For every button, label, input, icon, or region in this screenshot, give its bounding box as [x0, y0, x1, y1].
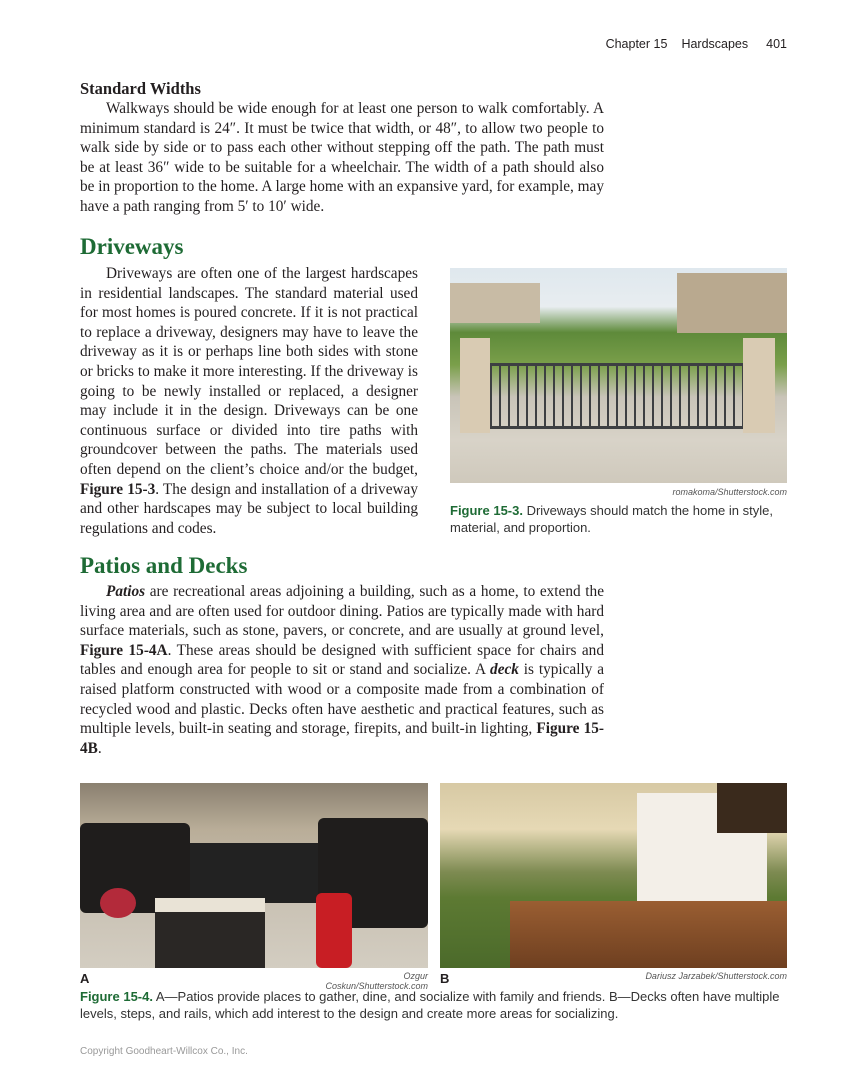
figure-label: Figure 15-4.: [80, 989, 153, 1004]
text: is typically a raised platform constructed with wood or a composite made from a combination of recycled wood and plastic. Decks often have aesthetic and practical features, such as multiple levels, built-in seating and storage, firepits, and built-in lighting,: [80, 661, 604, 738]
key-term: Patios: [106, 583, 146, 600]
heading-driveways: Driveways: [80, 234, 184, 259]
chapter-number: Chapter 15: [605, 37, 668, 51]
figure-label: Figure 15-3.: [450, 503, 523, 518]
panel-label-a: A: [80, 971, 90, 986]
copyright-footer: Copyright Goodheart-Willcox Co., Inc.: [80, 1046, 248, 1057]
figure-reference: Figure 15-4A: [80, 641, 168, 659]
text: .: [97, 739, 102, 757]
key-term: deck: [490, 661, 519, 679]
text: . These areas should be designed with sufficient space for chairs and tables and enough area for people to sit or stand and socialize. A: [80, 641, 604, 679]
chapter-title: Hardscapes: [681, 37, 749, 51]
text: are recreational areas adjoining a building, such as a home, to extend the living area and are often used for outdoor dining. Patios are typically made with hard surface materials, such as stone, pavers, or concrete, and are usually at ground level,: [80, 583, 604, 640]
flower-pot: [100, 888, 136, 918]
photo-credit-a: Ozgur Coskun/Shutterstock.com: [325, 971, 428, 991]
deck-photo: [440, 783, 787, 968]
gate-pillar-right: [743, 338, 775, 433]
driveway-gate: [490, 363, 743, 429]
running-header: [592, 37, 787, 51]
paragraph-driveways: [80, 264, 418, 538]
wooden-deck: [510, 901, 787, 968]
page-number: 401: [766, 37, 787, 51]
patio-photo: [80, 783, 428, 968]
heading-standard-widths: Standard Widths: [80, 79, 201, 98]
paragraph-patios: [80, 582, 604, 758]
house-right: [677, 273, 787, 333]
heading-patios-decks: Patios and Decks: [80, 553, 248, 578]
roof-eave: [717, 783, 787, 833]
red-garden-stool: [316, 893, 352, 968]
panel-label-b: B: [440, 971, 450, 986]
gate-pillar-left: [460, 338, 490, 433]
house-left: [450, 283, 540, 323]
patio-ottoman: [155, 898, 265, 968]
text: . The design and installation of a driveway and other hardscapes may be subject to local building regulations and codes.: [80, 480, 418, 537]
figure-15-3-caption: [450, 503, 790, 536]
caption-text: Driveways should match the home in style, material, and proportion.: [450, 503, 773, 535]
figure-reference: Figure 15-3: [80, 480, 156, 498]
driveway-photo: [450, 268, 787, 483]
figure-15-4-caption: [80, 989, 780, 1022]
figure-reference: Figure 15-4B: [80, 720, 604, 757]
photo-credit: romakoma/Shutterstock.com: [672, 487, 787, 497]
photo-credit-b: Dariusz Jarzabek/Shutterstock.com: [645, 971, 787, 981]
paragraph-standard-widths: Walkways should be wide enough for at least one person to walk comfortably. A minimum standard is 24″. It must be twice that width, or 48″, to allow two people to walk side by side or to pass each other without stepping off the path. The path must be at least 36″ wide to be suitable for a wheelchair. The width of a path should also be in proportion to the home. A large home with an expansive yard, for example, may have a path ranging from 5′ to 10′ wide.: [80, 100, 604, 215]
text: Driveways are often one of the largest hardscapes in residential landscapes. The standard material used for most homes is poured concrete. If it is not practical to replace a driveway, designers may have to leave the driveway as it is or perhaps line both sides with stone or bricks to make it more interesting. If the driveway is going to be newly installed or replaced, a designer may include it in the design. Driveways can be one continuous surface or divided into tire paths with groundcover between the paths. The materials used often depend on the client’s choice and/or the budget,: [80, 265, 418, 478]
caption-text: A—Patios provide places to gather, dine, and socialize with family and friends. B—Decks often have multiple levels, steps, and rails, which add interest to the design and create more areas for socializing.: [80, 989, 780, 1021]
